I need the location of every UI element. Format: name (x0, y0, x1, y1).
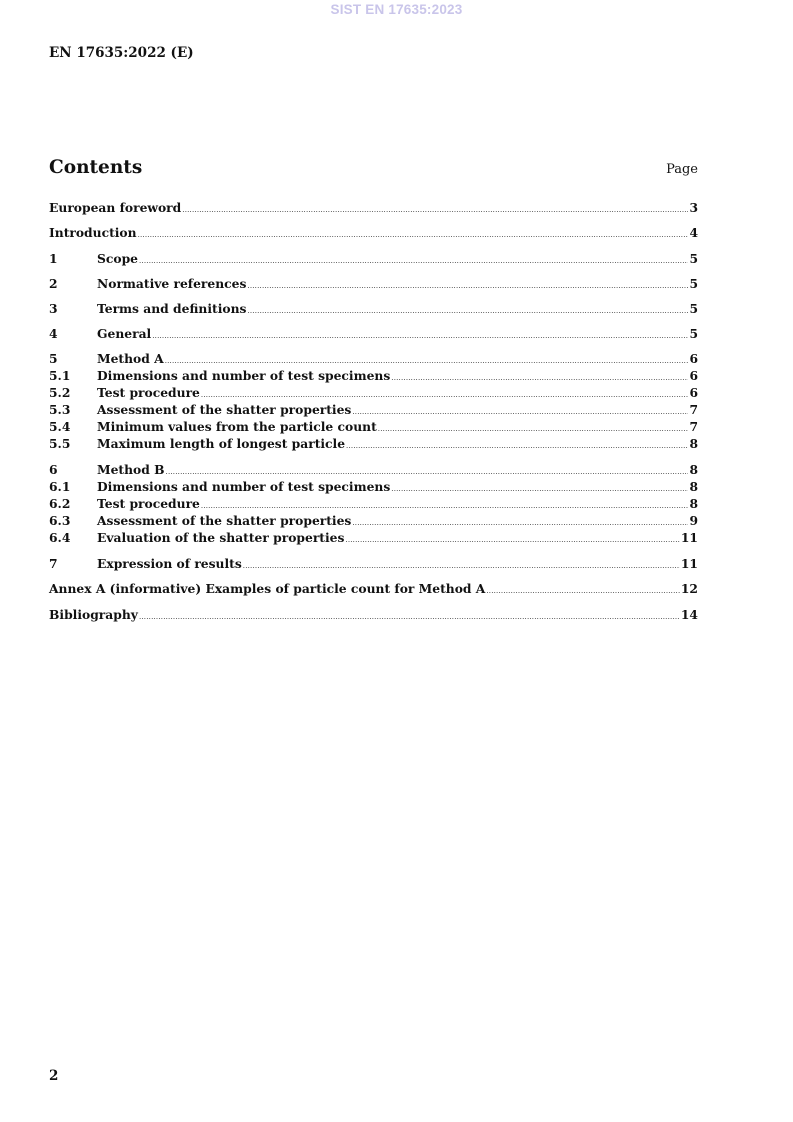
dot-leader (139, 257, 688, 265)
toc-entry-page: 7 (689, 402, 698, 417)
page-column-label: Page (666, 162, 698, 177)
toc-entry-page: 5 (689, 276, 698, 291)
toc-entry-5-5[interactable] (49, 436, 698, 453)
toc-entry-page: 12 (680, 581, 698, 596)
toc-entry-page: 9 (689, 513, 698, 528)
toc-entry-title: Method A (97, 351, 164, 366)
toc-entry-page: 11 (680, 556, 698, 571)
toc-entry-page: 8 (689, 462, 698, 477)
toc-entry-title: Annex A (informative) Examples of particle count for Method A (49, 581, 486, 596)
toc-entry-6-3[interactable] (49, 513, 698, 530)
toc-entry-number: 6.1 (49, 479, 71, 494)
toc-entry-title: Scope (97, 251, 138, 266)
toc-entry-title: Test procedure (97, 496, 200, 511)
toc-entry-6[interactable] (49, 462, 698, 479)
toc-entry-title: Evaluation of the shatter properties (97, 530, 345, 545)
toc-entry-title: Normative references (97, 276, 247, 291)
dot-leader (166, 468, 689, 476)
toc-entry-5-3[interactable] (49, 402, 698, 419)
toc-entry-6-2[interactable] (49, 496, 698, 513)
toc-entry-number: 6.4 (49, 530, 71, 545)
dot-leader (139, 613, 680, 621)
toc-entry-title: Assessment of the shatter properties (97, 513, 352, 528)
dot-leader (352, 408, 688, 416)
dot-leader (247, 307, 688, 315)
toc-entry-6-1[interactable] (49, 479, 698, 496)
toc-entry-page: 8 (689, 479, 698, 494)
toc-entry-introduction[interactable] (49, 225, 698, 242)
dot-leader (201, 502, 689, 510)
toc-entry-title: Dimensions and number of test specimens (97, 479, 391, 494)
toc-entry-title: General (97, 326, 152, 341)
toc-entry-page: 4 (689, 225, 698, 240)
dot-leader (378, 425, 689, 433)
toc-entry-page: 8 (689, 436, 698, 451)
document-id: EN 17635:2022 (E) (49, 45, 194, 61)
toc-entry-page: 5 (689, 251, 698, 266)
toc-entry-6-4[interactable] (49, 530, 698, 547)
toc-entry-page: 8 (689, 496, 698, 511)
toc-entry-number: 5.3 (49, 402, 71, 417)
toc-entry-7[interactable] (49, 556, 698, 573)
toc-entry-title: Method B (97, 462, 165, 477)
toc-entry-number: 5.1 (49, 368, 71, 383)
dot-leader (165, 357, 689, 365)
watermark: SIST EN 17635:2023 (330, 2, 463, 17)
dot-leader (182, 206, 688, 214)
toc-entry-1[interactable] (49, 251, 698, 268)
toc-entry-title: Expression of results (97, 556, 242, 571)
toc-entry-page: 14 (680, 607, 698, 622)
toc-entry-page: 6 (689, 368, 698, 383)
toc-entry-5[interactable] (49, 351, 698, 368)
toc-entry-title: Terms and definitions (97, 301, 247, 316)
toc-entry-3[interactable] (49, 301, 698, 318)
toc-entry-number: 5.4 (49, 419, 71, 434)
toc-entry-5-4[interactable] (49, 419, 698, 436)
dot-leader (201, 391, 689, 399)
toc-entry-number: 1 (49, 251, 58, 266)
toc-entry-page: 6 (689, 385, 698, 400)
toc-entry-number: 2 (49, 276, 58, 291)
toc-entry-number: 5 (49, 351, 58, 366)
toc-entry-title: Minimum values from the particle count (97, 419, 377, 434)
toc-entry-number: 4 (49, 326, 58, 341)
dot-leader (486, 587, 680, 595)
toc-entry-page: 3 (689, 200, 698, 215)
dot-leader (352, 519, 688, 527)
toc-entry-page: 6 (689, 351, 698, 366)
toc-entry-title: Introduction (49, 225, 137, 240)
dot-leader (391, 374, 688, 382)
contents-title: Contents (49, 157, 143, 178)
toc-entry-number: 3 (49, 301, 58, 316)
toc-entry-bibliography[interactable] (49, 607, 698, 624)
dot-leader (346, 442, 688, 450)
page-number: 2 (49, 1068, 59, 1084)
dot-leader (243, 562, 680, 570)
toc-entry-page: 7 (689, 419, 698, 434)
toc-entry-title: Assessment of the shatter properties (97, 402, 352, 417)
toc-entry-title: Bibliography (49, 607, 138, 622)
toc-entry-4[interactable] (49, 326, 698, 343)
toc-entry-title: Maximum length of longest particle (97, 436, 346, 451)
dot-leader (345, 536, 679, 544)
toc-entry-page: 5 (689, 301, 698, 316)
dot-leader (247, 282, 688, 290)
toc-entry-5-1[interactable] (49, 368, 698, 385)
toc-entry-foreword[interactable] (49, 200, 698, 217)
toc-entry-number: 6 (49, 462, 58, 477)
toc-entry-number: 6.2 (49, 496, 71, 511)
toc-entry-2[interactable] (49, 276, 698, 293)
toc-entry-5-2[interactable] (49, 385, 698, 402)
toc-entry-number: 5.5 (49, 436, 71, 451)
toc-entry-title: Test procedure (97, 385, 200, 400)
dot-leader (138, 231, 689, 239)
toc-entry-annex-a[interactable] (49, 581, 698, 598)
toc-entry-number: 7 (49, 556, 58, 571)
toc-entry-number: 6.3 (49, 513, 71, 528)
toc-entry-title: European foreword (49, 200, 182, 215)
toc-entry-page: 11 (680, 530, 698, 545)
dot-leader (152, 332, 688, 340)
toc-entry-number: 5.2 (49, 385, 71, 400)
toc-entry-title: Dimensions and number of test specimens (97, 368, 391, 383)
dot-leader (391, 485, 688, 493)
toc-entry-page: 5 (689, 326, 698, 341)
